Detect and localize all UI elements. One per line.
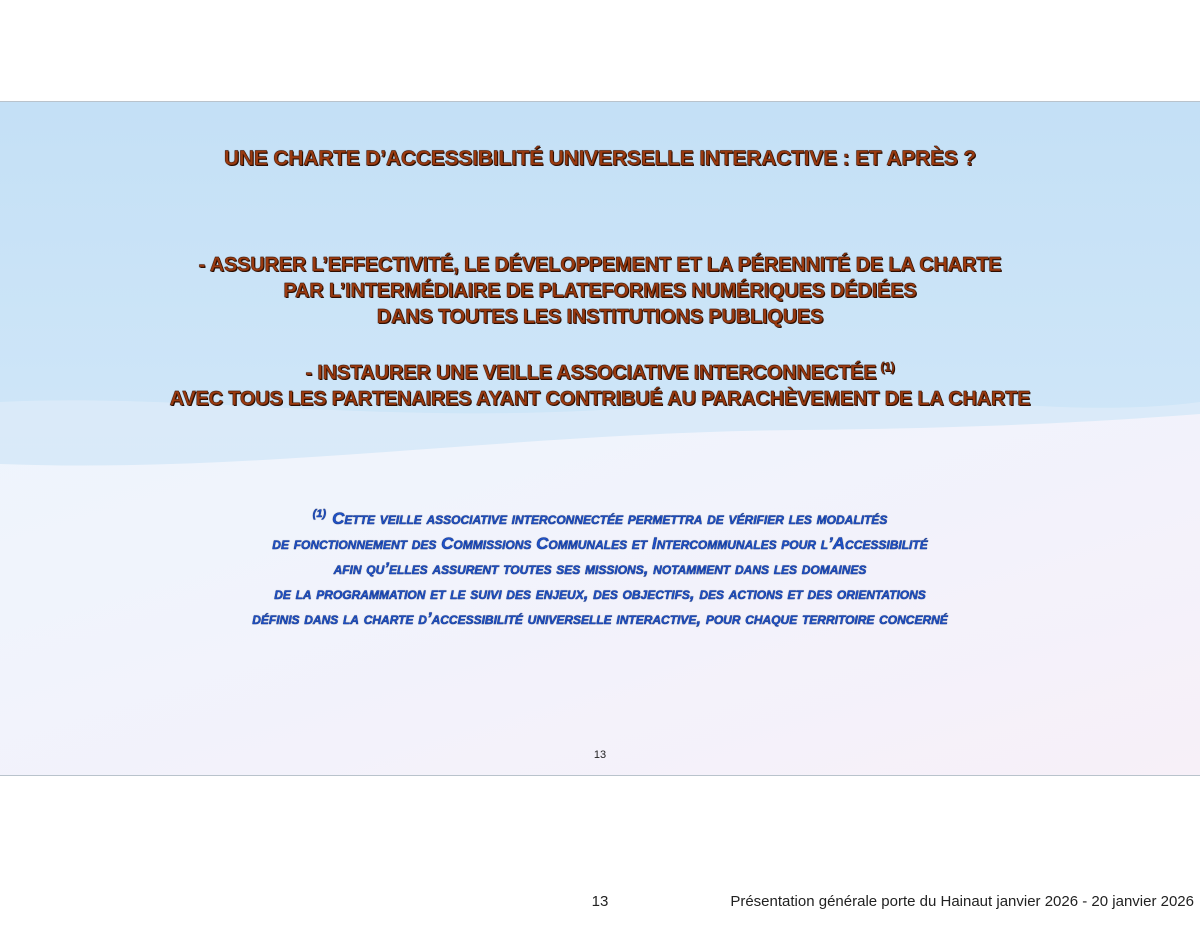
footnote-text: Cette veille associative interconnectée permettra de vérifier les modalités <box>332 509 888 528</box>
footer-caption: Présentation générale porte du Hainaut janvier 2026 - 20 janvier 2026 <box>730 893 1194 910</box>
footnote-line: de la programmation et le suivi des enjeux, des objectifs, des actions et des orientations <box>274 584 926 603</box>
footer-page-number: 13 <box>591 893 609 910</box>
slide <box>0 101 1200 776</box>
bullet-line: - ASSURER L’EFFECTIVITÉ, LE DÉVELOPPEMENT ET LA PÉRENNITÉ DE LA CHARTE <box>198 254 1002 276</box>
footnote-line <box>0 502 1200 531</box>
footnote-line: afin qu’elles assurent toutes ses missions, notamment dans les domaines <box>333 559 867 578</box>
slide-background-wave <box>0 102 1200 776</box>
footnote-line: définis dans la charte d’accessibilité universelle interactive, pour chaque territoire concerné <box>252 609 948 628</box>
footnote-line: de fonctionnement des Commissions Communales et Intercommunales pour l’Accessibilité <box>272 534 928 553</box>
footnote-reference: (1) <box>880 360 895 374</box>
bullet-line <box>0 354 1200 386</box>
bullet-list <box>0 252 1200 412</box>
footnote <box>0 502 1200 631</box>
slide-title: UNE CHARTE D’ACCESSIBILITÉ UNIVERSELLE INTERACTIVE : ET APRÈS ? <box>223 147 976 170</box>
bullet-line: PAR L’INTERMÉDIAIRE DE PLATEFORMES NUMÉRIQUES DÉDIÉES <box>283 280 917 302</box>
bullet-line: DANS TOUTES LES INSTITUTIONS PUBLIQUES <box>376 306 824 328</box>
spacer <box>0 330 1200 354</box>
bullet-text: - INSTAURER UNE VEILLE ASSOCIATIVE INTERCONNECTÉE <box>305 362 877 384</box>
slide-number: 13 <box>593 749 607 761</box>
footnote-marker: (1) <box>312 508 327 520</box>
bullet-line: AVEC TOUS LES PARTENAIRES AYANT CONTRIBUÉ AU PARACHÈVEMENT DE LA CHARTE <box>169 388 1031 410</box>
